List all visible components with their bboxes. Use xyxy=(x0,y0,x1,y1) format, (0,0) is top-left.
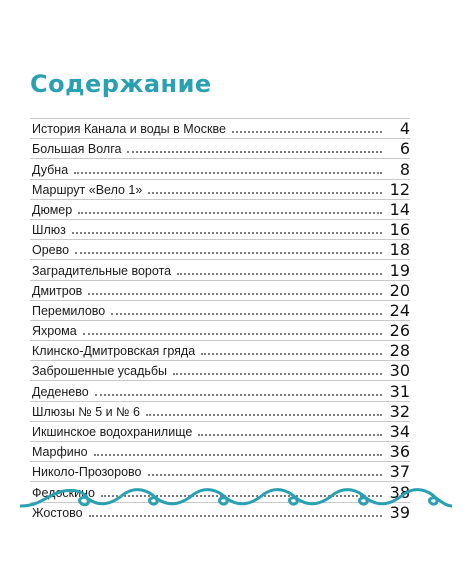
toc-entry-page: 20 xyxy=(389,280,410,300)
toc-entry-page: 36 xyxy=(389,442,410,462)
toc-entry[interactable] xyxy=(30,320,410,340)
toc-entry[interactable] xyxy=(30,360,410,380)
toc-entry-title: Маршрут «Вело 1» xyxy=(32,182,143,197)
toc-entry-page: 39 xyxy=(389,502,410,522)
toc-list xyxy=(30,118,410,522)
toc-entry-title: Николо-Прозорово xyxy=(32,465,142,480)
toc-entry-title: Перемилово xyxy=(32,303,106,318)
toc-entry-title: Шлюз xyxy=(32,223,66,238)
wave-decoration xyxy=(20,482,452,512)
toc-entry-title: Большая Волга xyxy=(32,142,122,157)
toc-entry-page: 32 xyxy=(389,401,410,421)
toc-entry[interactable] xyxy=(30,380,410,400)
dot-leader xyxy=(88,293,382,295)
toc-entry-page: 12 xyxy=(389,179,410,199)
dot-leader xyxy=(201,353,382,355)
dot-leader xyxy=(173,373,382,375)
toc-entry[interactable] xyxy=(30,280,410,300)
toc-entry[interactable] xyxy=(30,300,410,320)
toc-entry-page: 24 xyxy=(389,300,410,320)
toc-entry-title: Марфино xyxy=(32,445,88,460)
dot-leader xyxy=(127,151,382,153)
dot-leader xyxy=(177,273,382,275)
toc-entry-page: 26 xyxy=(389,321,410,341)
toc-entry[interactable] xyxy=(30,421,410,441)
toc-entry-title: Икшинское водохранилище xyxy=(32,425,193,439)
dot-leader xyxy=(95,394,382,396)
dot-leader xyxy=(146,414,382,416)
toc-entry-title: Дюмер xyxy=(32,202,73,217)
toc-heading: Содержание xyxy=(30,70,212,98)
toc-entry-page: 8 xyxy=(399,159,410,179)
dot-leader xyxy=(148,474,383,476)
toc-entry-page: 6 xyxy=(399,139,410,159)
toc-entry-title: Дубна xyxy=(32,162,69,177)
toc-entry[interactable] xyxy=(30,401,410,421)
dot-leader xyxy=(89,515,382,517)
toc-entry[interactable] xyxy=(30,138,410,158)
toc-entry-title: Федоскино xyxy=(32,485,95,500)
dot-leader xyxy=(94,454,382,456)
dot-leader xyxy=(74,172,382,174)
toc-entry[interactable] xyxy=(30,199,410,219)
dot-leader xyxy=(72,232,382,234)
toc-entry-title: Орево xyxy=(32,243,70,258)
toc-entry[interactable] xyxy=(30,340,410,360)
toc-entry-page: 4 xyxy=(399,119,410,139)
toc-entry-page: 16 xyxy=(389,220,410,240)
toc-entry[interactable] xyxy=(30,158,410,178)
toc-entry[interactable] xyxy=(30,179,410,199)
toc-entry-page: 38 xyxy=(389,482,410,502)
dot-leader xyxy=(148,192,382,194)
toc-entry-title: Яхрома xyxy=(32,324,77,339)
toc-entry-title: Жостово xyxy=(32,505,83,520)
dot-leader xyxy=(75,252,382,254)
toc-entry-page: 19 xyxy=(389,260,410,280)
dot-leader xyxy=(232,131,382,133)
toc-entry[interactable] xyxy=(30,461,410,481)
toc-entry-page: 31 xyxy=(389,381,410,401)
toc-entry-page: 34 xyxy=(389,422,410,441)
toc-entry-page: 14 xyxy=(389,199,410,219)
toc-entry-page: 28 xyxy=(389,341,410,361)
toc-entry-page: 18 xyxy=(389,240,410,260)
toc-entry-title: История Канала и воды в Москве xyxy=(32,122,226,137)
dot-leader xyxy=(83,333,382,335)
dot-leader xyxy=(78,212,382,214)
toc-entry-title: Клинско-Дмитровская гряда xyxy=(32,344,196,359)
toc-entry-title: Заградительные ворота xyxy=(32,263,172,278)
toc-entry[interactable] xyxy=(30,219,410,239)
toc-entry[interactable] xyxy=(30,441,410,461)
toc-entry-title: Деденево xyxy=(32,384,89,399)
toc-entry-title: Дмитров xyxy=(32,283,83,298)
toc-entry[interactable] xyxy=(30,259,410,279)
toc-entry-title: Шлюзы № 5 и № 6 xyxy=(32,404,140,419)
toc-entry-page: 37 xyxy=(389,462,410,482)
dot-leader xyxy=(198,434,382,436)
dot-leader xyxy=(111,313,382,315)
toc-entry-page: 30 xyxy=(389,361,410,381)
toc-entry[interactable] xyxy=(30,239,410,259)
toc-entry[interactable] xyxy=(30,118,410,138)
toc-entry-title: Заброшенные усадьбы xyxy=(32,364,168,379)
